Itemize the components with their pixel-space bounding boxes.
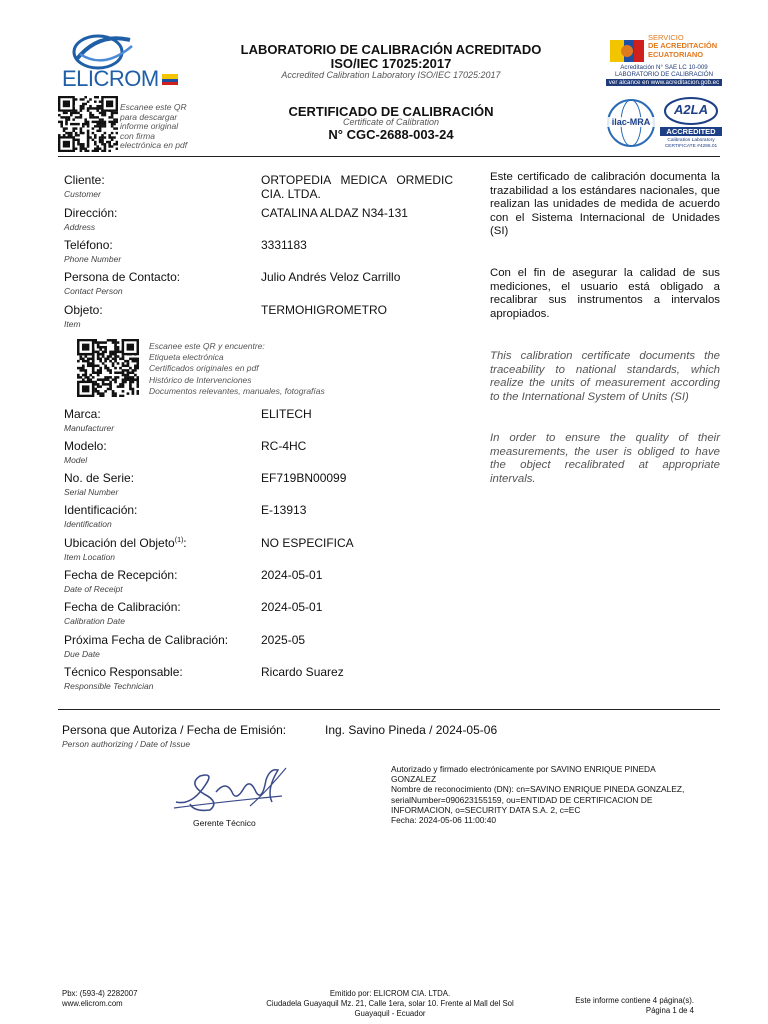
field-label-en: Due Date: [64, 649, 100, 659]
download-qr-caption: Escanee este QR para descargar informe original con firma electrónica en pdf: [120, 102, 188, 150]
field-label: Identificación: Identification: [64, 503, 138, 529]
authorization-label: Persona que Autoriza / Fecha de Emisión: Person authorizing / Date of Issue: [62, 723, 287, 749]
field-label: Próxima Fecha de Calibración: Due Date: [64, 633, 229, 659]
field-label-en: Calibration Date: [64, 616, 125, 626]
field-value: TERMOHIGROMETRO: [261, 303, 387, 317]
field-label: Objeto: Item: [64, 303, 103, 329]
field-value: E-13913: [261, 503, 307, 517]
fields-divider: [58, 709, 720, 710]
item-qr-code[interactable]: [77, 339, 139, 397]
field-label-en: Responsible Technician: [64, 681, 154, 691]
field-label-en: Manufacturer: [64, 423, 115, 433]
sae-line2: DE ACREDITACIÓN: [648, 41, 718, 51]
field-label: No. de Serie: Serial Number: [64, 471, 135, 497]
field-label: Teléfono: Phone Number: [64, 238, 122, 264]
electronic-signature-block: Autorizado y firmado electrónicamente por SAVINO ENRIQUE PINEDA GONZALEZ Nombre de reconocimiento (DN): cn=SAVINO ENRIQUE PINEDA GONZALEZ, serialNumber=090623155159, ou=ENTIDAD DE CERTIFICACION DE INFORMACION, o=SECURITY DATA S.A. 2, c=EC Fecha: 2024-05-06 11:00:40: [391, 764, 685, 826]
field-value: ORTOPEDIA MEDICA ORMEDIC CIA. LTDA.: [261, 173, 453, 201]
traceability-note-en: This calibration certificate documents the traceability to national standards, which realize the units of measurement according to the International System of Units (SI): [490, 350, 720, 403]
sae-accreditation-number: Acreditación N° SAE LC 10-009: [620, 64, 708, 71]
field-value: RC-4HC: [261, 439, 307, 453]
traceability-note: Este certificado de calibración documenta la trazabilidad a los estándares nacionales, que realizan las unidades de medida de acuerdo con el Sistema Internacional de Unidades (SI): [490, 171, 720, 238]
handwritten-signature-icon: [170, 762, 290, 814]
footer-contact: [62, 989, 137, 1009]
field-value: 2024-05-01: [261, 568, 323, 582]
authorization-label-en: Person authorizing / Date of Issue: [62, 739, 191, 749]
field-value: 2024-05-01: [261, 600, 323, 614]
accredited-badge: ACCREDITED: [660, 127, 722, 136]
field-label: Persona de Contacto: Contact Person: [64, 270, 181, 296]
field-label: Dirección: Address: [64, 206, 118, 232]
footer-page-info: [560, 996, 694, 1016]
a2la-logo: [660, 96, 722, 152]
sae-scope-link[interactable]: ver alcance en www.acreditacion.gob.ec: [606, 79, 722, 86]
field-value: NO ESPECIFICA: [261, 536, 354, 550]
certificate-title-en: Certificate of Calibration: [342, 117, 440, 127]
ilac-mra-text: ilac-MRA: [606, 117, 656, 127]
field-label: Fecha de Recepción: Date of Receipt: [64, 568, 178, 594]
qr-code-icon: [58, 96, 118, 152]
field-label: Técnico Responsable: Responsible Technician: [64, 665, 183, 691]
recalibration-note-en: In order to ensure the quality of their measurements, the user is obliged to have the object recalibrated at appropriate intervals.: [490, 432, 720, 485]
accredited-sub2: CERTIFICATE #4286.01: [664, 143, 718, 149]
download-qr-code[interactable]: [58, 96, 118, 152]
field-label-en: Item: [64, 319, 81, 329]
field-value: 3331183: [261, 238, 307, 252]
footer-page-count: Este informe contiene 4 página(s).: [575, 996, 694, 1005]
authorization-value: Ing. Savino Pineda / 2024-05-06: [325, 723, 498, 737]
field-label-en: Identification: [64, 519, 112, 529]
field-label-en: Model: [64, 455, 88, 465]
field-label-en: Customer: [64, 189, 101, 199]
lab-subtitle-en: Accredited Calibration Laboratory ISO/IEC 17025:2017: [281, 70, 501, 80]
certificate-number: N° CGC-2688-003-24: [328, 127, 454, 142]
signature-image: [170, 762, 290, 814]
header-divider: [58, 156, 720, 157]
footer-phone: Pbx: (593-4) 2282007: [62, 989, 138, 998]
sae-lab-type: LABORATORIO DE CALIBRACIÓN: [614, 71, 714, 78]
field-value: EF719BN00099: [261, 471, 347, 485]
field-value: Ricardo Suarez: [261, 665, 344, 679]
sae-emblem-icon: [608, 36, 646, 66]
footer-website-link[interactable]: www.elicrom.com: [62, 999, 123, 1008]
field-label: Marca: Manufacturer: [64, 407, 115, 433]
qr-code-icon: [77, 339, 139, 397]
field-label: Modelo: Model: [64, 439, 107, 465]
certificate-title: CERTIFICADO DE CALIBRACIÓN: [288, 104, 494, 119]
accredited-sub1: Calibration Laboratory: [667, 138, 715, 143]
field-label-en: Serial Number: [64, 487, 119, 497]
ilac-mra-logo: [606, 98, 656, 148]
signer-role: Gerente Técnico: [193, 818, 256, 828]
field-value: 2025-05: [261, 633, 306, 647]
sae-line3: ECUATORIANO: [648, 49, 704, 59]
field-value: Julio Andrés Veloz Carrillo: [261, 270, 401, 284]
field-label-en: Item Location: [64, 552, 116, 562]
item-qr-caption: Escanee este QR y encuentre: Etiqueta electrónica Certificados originales en pdf Histórico de Intervenciones Documentos relevantes, manuales, fotografías: [149, 341, 325, 396]
sae-accreditation-logo: [606, 34, 722, 90]
elicrom-logo: [58, 30, 180, 92]
field-label-en: Phone Number: [64, 254, 122, 264]
footer-issuer: Emitido por: ELICROM CIA. LTDA. Ciudadela Guayaquil Mz. 21, Calle 1era, solar 10. Frente al Mall del Sol Guayaquil - Ecuador: [266, 989, 514, 1018]
field-label-en: Address: [64, 222, 96, 232]
field-label: Fecha de Calibración: Calibration Date: [64, 600, 181, 626]
field-label: Cliente: Customer: [64, 173, 105, 199]
field-value: ELITECH: [261, 407, 312, 421]
field-value: CATALINA ALDAZ N34-131: [261, 206, 408, 220]
footer-page-number: Página 1 de 4: [645, 1006, 694, 1015]
sae-line1: SERVICIO: [648, 33, 684, 42]
field-label-en: Date of Receipt: [64, 584, 123, 594]
elicrom-logo-text: ELICROM: [62, 66, 159, 91]
field-label: Ubicación del Objeto$^{(1)}$: Item Location: [64, 536, 187, 562]
lab-standard: ISO/IEC 17025:2017: [330, 56, 452, 71]
lab-title: LABORATORIO DE CALIBRACIÓN ACREDITADO: [240, 42, 542, 57]
recalibration-note: Con el fin de asegurar la calidad de sus mediciones, el usuario está obligado a recalibrar sus instrumentos a intervalos apropiados.: [490, 267, 720, 320]
field-label-en: Contact Person: [64, 286, 123, 296]
a2la-text: A2LA: [674, 102, 708, 117]
